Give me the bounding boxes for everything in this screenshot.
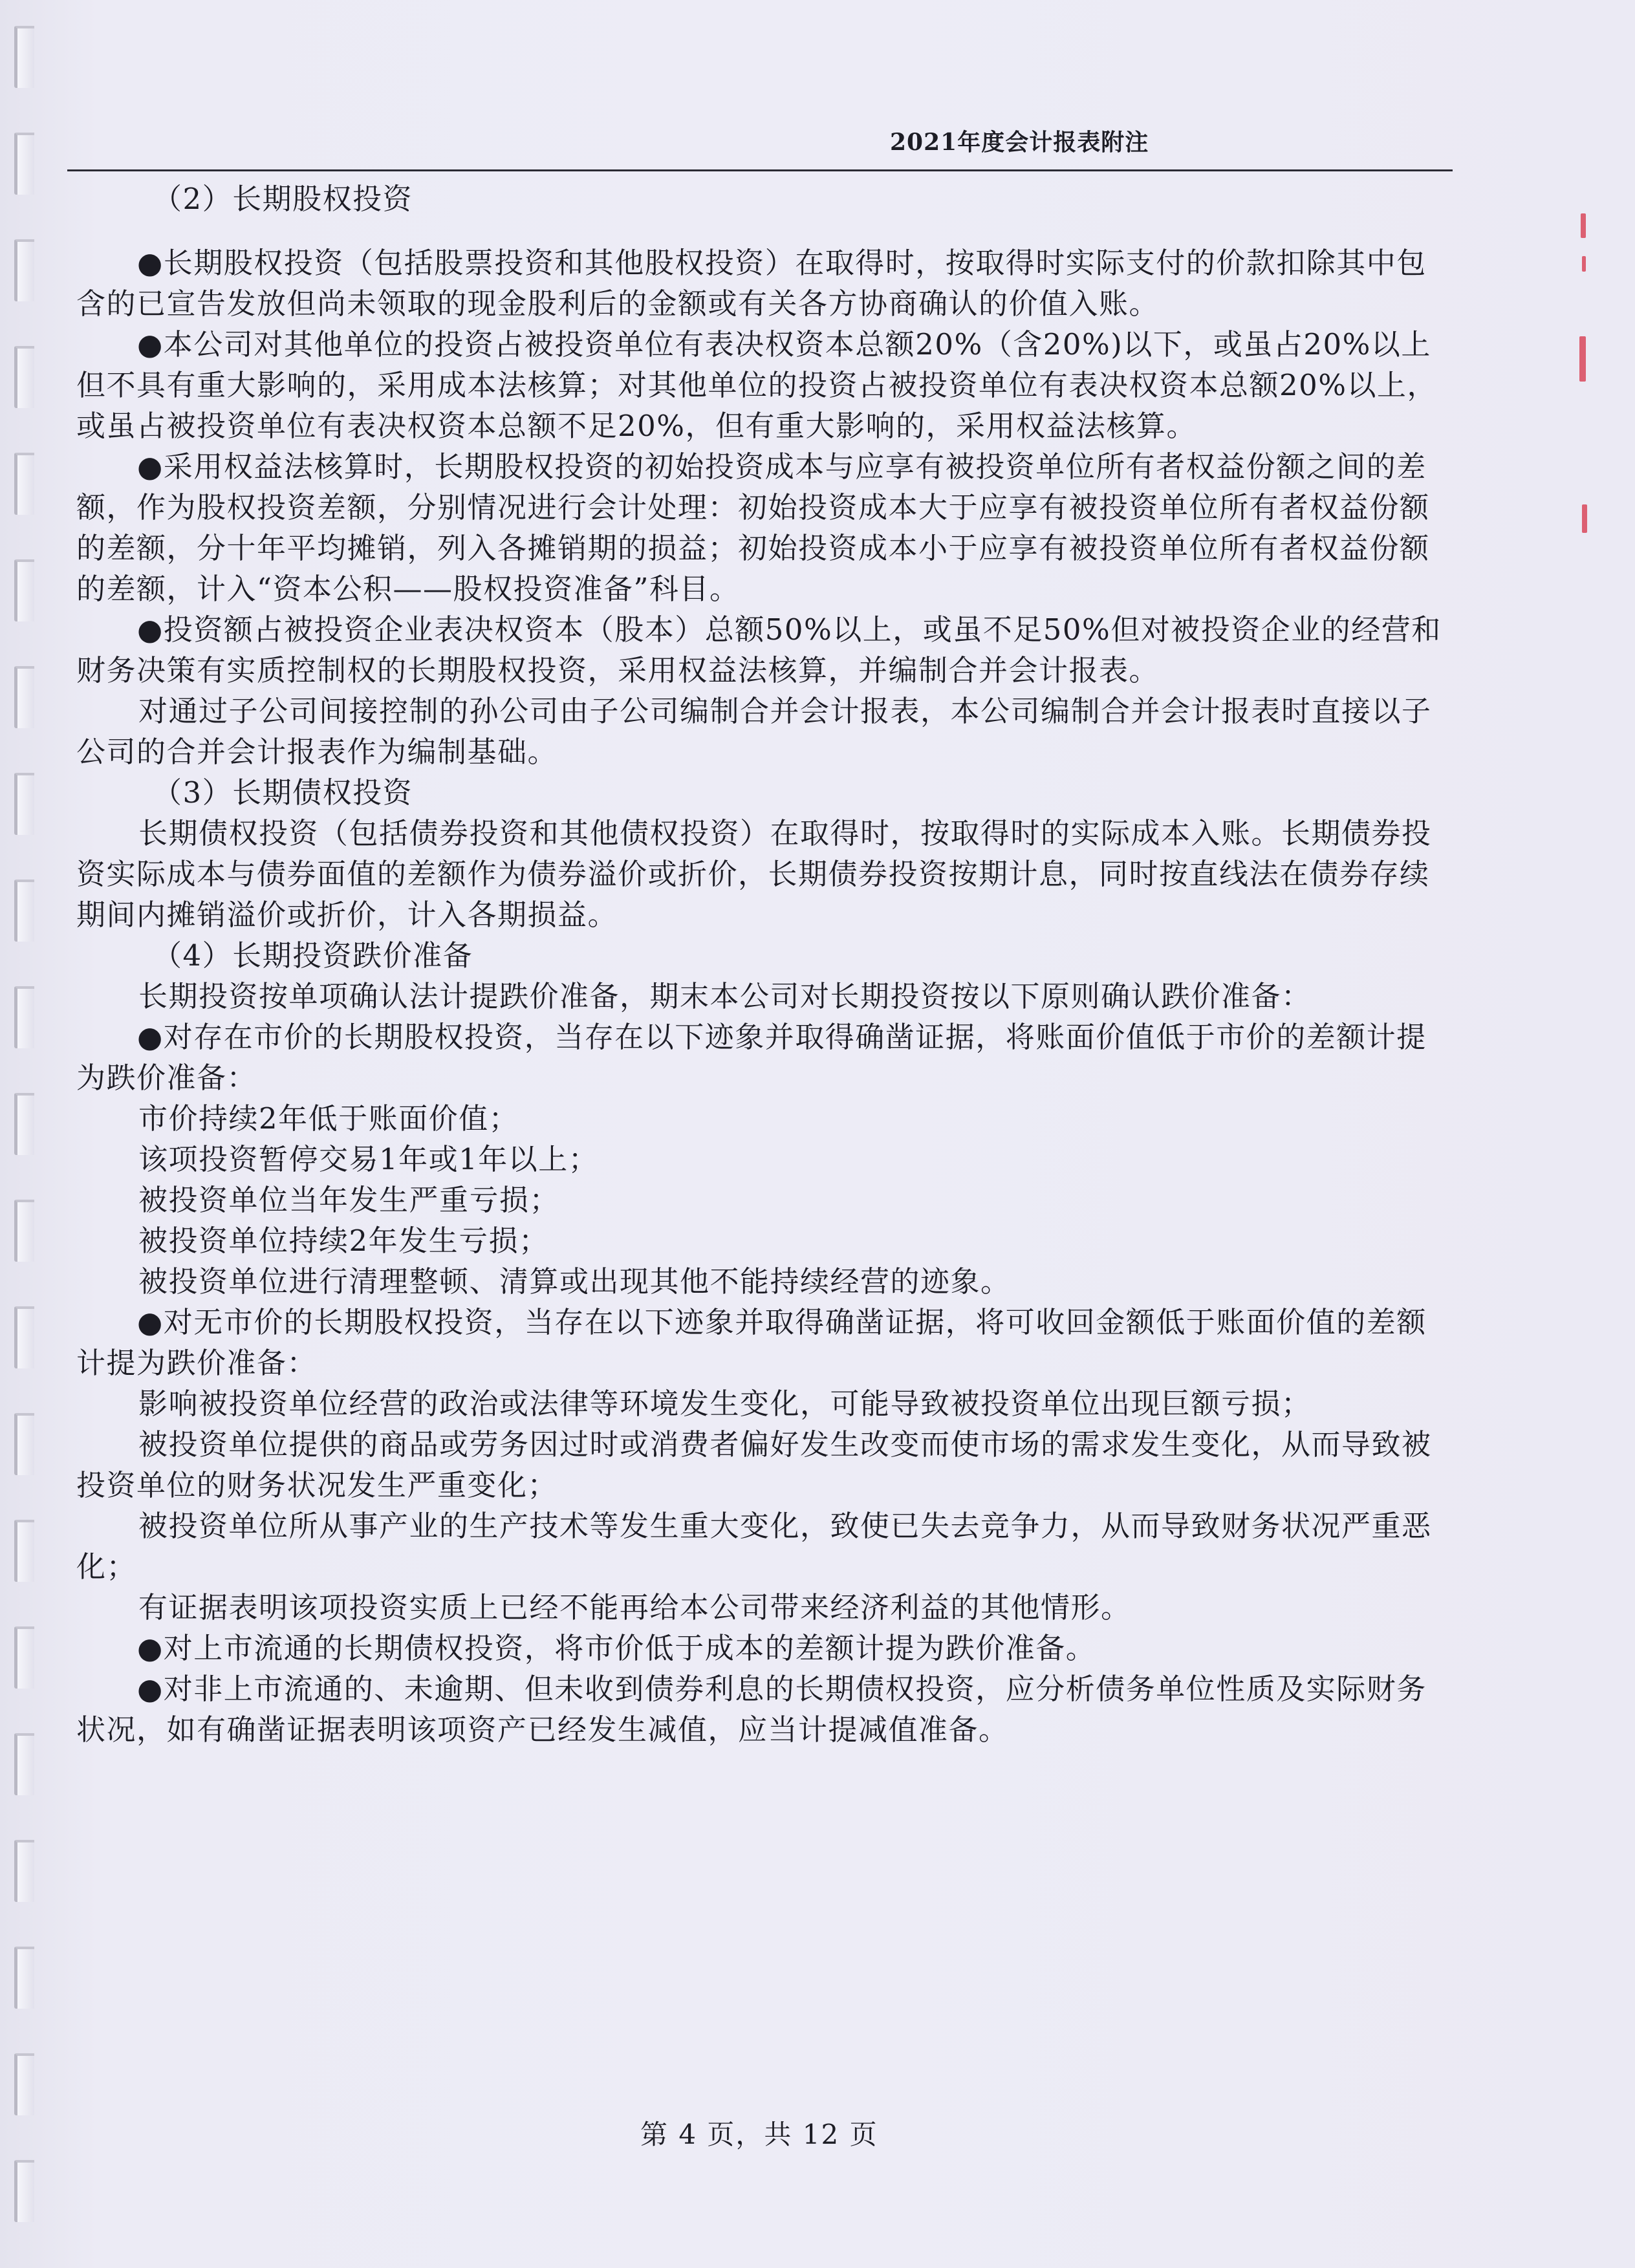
binding-hole [14,346,34,408]
binding-hole [14,1093,34,1155]
list-item: 被投资单位提供的商品或劳务因过时或消费者偏好发生改变而使市场的需求发生变化，从而导致被投资单位的财务状况发生严重变化； [76,1427,1432,1502]
paragraph: ●本公司对其他单位的投资占被投资单位有表决权资本总额20%（含20%)以下，或虽占20%以上但不具有重大影响的，采用成本法核算；对其他单位的投资占被投资单位有表决权资本总额20%以上，或虽占被投资单位有表决权资本总额不足20%，但有重大影响的，采用权益法核算。 [76,327,1438,443]
paragraph: ●对无市价的长期股权投资，当存在以下迹象并取得确凿证据，将可收回金额低于账面价值的差额计提为跌价准备： [76,1305,1427,1380]
binding-hole [14,133,34,195]
binding-hole [14,773,34,835]
list-item: 影响被投资单位经营的政治或法律等环境发生变化，可能导致被投资单位出现巨额亏损； [138,1387,1312,1421]
paragraph: 长期债权投资（包括债券投资和其他债权投资）在取得时，按取得时的实际成本入账。长期债券投资实际成本与债券面值的差额作为债券溢价或折价，长期债券投资按期计息，同时按直线法在债券存续期间内摊销溢价或折价，计入各期损益。 [76,816,1432,932]
binding-hole [14,1947,34,2009]
seal-edge-mark [1582,504,1587,533]
binding-hole [14,2053,34,2115]
seal-edge-mark [1579,336,1586,382]
section-heading: （4）长期投资跌价准备 [153,938,473,973]
list-item: 被投资单位当年发生严重亏损； [138,1183,560,1217]
list-item: 被投资单位进行清理整顿、清算或出现其他不能持续经营的迹象。 [138,1264,1011,1299]
binding-hole [14,880,34,942]
binding-hole [14,1200,34,1262]
binding-hole [14,1733,34,1795]
binding-hole [14,1840,34,1902]
header-divider [67,169,1453,171]
binding-hole [14,239,34,301]
paragraph: ●采用权益法核算时，长期股权投资的初始投资成本与应享有被投资单位所有者权益份额之间的差额，作为股权投资差额，分别情况进行会计处理：初始投资成本大于应享有被投资单位所有者权益份额的差额，分十年平均摊销，列入各摊销期的损益；初始投资成本小于应享有被投资单位所有者权益份额的差额，计入“资本公积——股权投资准备”科目。 [76,449,1430,606]
binding-hole [14,986,34,1048]
paragraph: 对通过子公司间接控制的孙公司由子公司编制合并会计报表，本公司编制合并会计报表时直接以子公司的合并会计报表作为编制基础。 [76,694,1432,769]
list-item: 被投资单位所从事产业的生产技术等发生重大变化，致使已失去竞争力，从而导致财务状况严重恶化； [76,1509,1432,1584]
list-item: 有证据表明该项投资实质上已经不能再给本公司带来经济利益的其他情形。 [138,1590,1131,1625]
list-item: 该项投资暂停交易1年或1年以上； [138,1142,599,1176]
paragraph: ●投资额占被投资企业表决权资本（股本）总额50%以上，或虽不足50%但对被投资企业的经营和财务决策有实质控制权的长期股权投资，采用权益法核算，并编制合并会计报表。 [76,612,1442,687]
binding-hole [14,2160,34,2222]
binding-hole [14,1626,34,1689]
section-heading: （2）长期股权投资 [153,182,413,216]
binding-hole [14,453,34,515]
binding-hole [14,559,34,621]
seal-edge-mark [1582,256,1586,272]
binding-holes [0,0,58,2268]
paragraph: ●长期股权投资（包括股票投资和其他股权投资）在取得时，按取得时实际支付的价款扣除其中包含的已宣告发放但尚未领取的现金股利后的金额或有关各方协商确认的价值入账。 [76,246,1427,321]
binding-hole [14,1413,34,1475]
list-item: 被投资单位持续2年发生亏损； [138,1224,549,1258]
page-number: 第 4 页，共 12 页 [640,2119,878,2150]
paragraph: ●对上市流通的长期债权投资，将市价低于成本的差额计提为跌价准备。 [137,1631,1096,1665]
report-header-title: 2021年度会计报表附注 [890,129,1149,156]
seal-edge-mark [1581,213,1586,238]
binding-hole [14,26,34,88]
paragraph: ●对存在市价的长期股权投资，当存在以下迹象并取得确凿证据，将账面价值低于市价的差额计提为跌价准备： [76,1020,1427,1095]
binding-hole [14,1520,34,1582]
binding-hole [14,1306,34,1368]
paragraph: ●对非上市流通的、未逾期、但未收到债券利息的长期债权投资，应分析债务单位性质及实际财务状况，如有确凿证据表明该项资产已经发生减值，应当计提减值准备。 [76,1672,1427,1747]
list-item: 市价持续2年低于账面价值； [138,1101,519,1136]
paragraph: 长期投资按单项确认法计提跌价准备，期末本公司对长期投资按以下原则确认跌价准备： [138,979,1312,1013]
section-heading: （3）长期债权投资 [153,775,413,810]
document-body [76,178,1442,1750]
binding-hole [14,666,34,728]
